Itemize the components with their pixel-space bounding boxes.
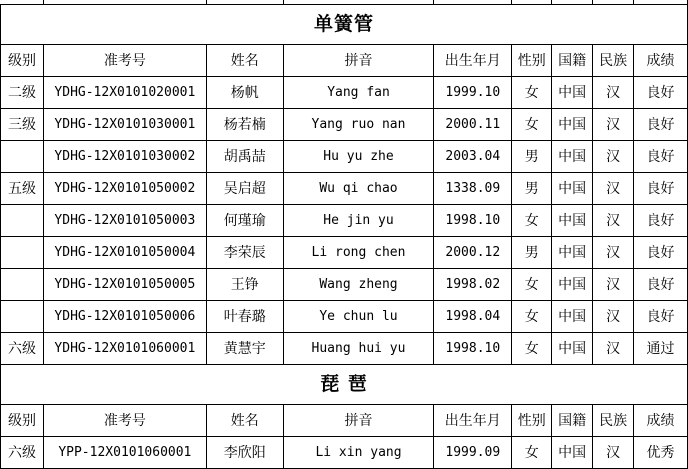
table-row xyxy=(1,333,688,365)
cell-result: 良好 xyxy=(634,301,688,333)
cell-nationality: 中国 xyxy=(552,141,593,173)
cell-level: 六级 xyxy=(1,333,44,365)
cell-pinyin: Huang hui yu xyxy=(283,333,434,365)
header-ethnicity: 民族 xyxy=(593,405,634,437)
cell-nationality: 中国 xyxy=(552,205,593,237)
cell-pinyin: Li xin yang xyxy=(283,437,434,469)
cell-result: 良好 xyxy=(634,173,688,205)
cell-gender: 男 xyxy=(512,173,552,205)
cell-nationality: 中国 xyxy=(552,437,593,469)
header-nationality: 国籍 xyxy=(552,405,593,437)
cell-name: 李荣辰 xyxy=(206,237,283,269)
header-gender: 性别 xyxy=(512,405,552,437)
cell-gender: 女 xyxy=(512,269,552,301)
cell-nationality: 中国 xyxy=(552,301,593,333)
table-row xyxy=(1,77,688,109)
header-nationality: 国籍 xyxy=(552,45,593,77)
cell-ethnicity: 汉 xyxy=(593,333,634,365)
cell-name: 杨若楠 xyxy=(206,109,283,141)
section-title: 琵 琶 xyxy=(1,365,688,405)
cell-pinyin: Yang ruo nan xyxy=(283,109,434,141)
cell-result: 通过 xyxy=(634,333,688,365)
cell-nationality: 中国 xyxy=(552,77,593,109)
cell-name: 王铮 xyxy=(206,269,283,301)
cell-name: 胡禹喆 xyxy=(206,141,283,173)
header-pinyin: 拼音 xyxy=(283,405,434,437)
table-row xyxy=(1,173,688,205)
header-result: 成绩 xyxy=(634,405,688,437)
table-row xyxy=(1,205,688,237)
cell-level: 六级 xyxy=(1,437,44,469)
header-level: 级别 xyxy=(1,405,44,437)
cell-gender: 女 xyxy=(512,333,552,365)
header-row xyxy=(1,405,688,437)
header-exam-id: 准考号 xyxy=(43,45,206,77)
table-row xyxy=(1,237,688,269)
cell-pinyin: Hu yu zhe xyxy=(283,141,434,173)
cell-nationality: 中国 xyxy=(552,333,593,365)
section-title-row xyxy=(1,365,688,405)
cell-name: 黄慧宇 xyxy=(206,333,283,365)
cell-level xyxy=(1,301,44,333)
cell-result: 优秀 xyxy=(634,437,688,469)
cell-pinyin: Li rong chen xyxy=(283,237,434,269)
cell-name: 何瑾瑜 xyxy=(206,205,283,237)
section-title: 单簧管 xyxy=(1,5,688,45)
cell-name: 李欣阳 xyxy=(206,437,283,469)
cell-ethnicity: 汉 xyxy=(593,173,634,205)
cell-pinyin: Wu qi chao xyxy=(283,173,434,205)
cell-ethnicity: 汉 xyxy=(593,437,634,469)
cell-gender: 女 xyxy=(512,109,552,141)
table-row xyxy=(1,141,688,173)
cell-exam-id: YDHG-12X0101050006 xyxy=(43,301,206,333)
cell-level xyxy=(1,237,44,269)
cell-result: 良好 xyxy=(634,77,688,109)
cell-name: 杨帆 xyxy=(206,77,283,109)
cell-birth: 1998.10 xyxy=(434,205,512,237)
header-result: 成绩 xyxy=(634,45,688,77)
cell-result: 良好 xyxy=(634,109,688,141)
cell-gender: 女 xyxy=(512,301,552,333)
header-name: 姓名 xyxy=(206,45,283,77)
cell-exam-id: YDHG-12X0101050002 xyxy=(43,173,206,205)
cell-result: 良好 xyxy=(634,269,688,301)
cell-pinyin: Wang zheng xyxy=(283,269,434,301)
cell-ethnicity: 汉 xyxy=(593,269,634,301)
cell-result: 良好 xyxy=(634,237,688,269)
cell-exam-id: YDHG-12X0101020001 xyxy=(43,77,206,109)
cell-gender: 男 xyxy=(512,237,552,269)
cell-gender: 女 xyxy=(512,437,552,469)
header-exam-id: 准考号 xyxy=(43,405,206,437)
cell-birth: 2000.11 xyxy=(434,109,512,141)
section-title-row xyxy=(1,5,688,45)
cell-nationality: 中国 xyxy=(552,109,593,141)
cell-birth: 1338.09 xyxy=(434,173,512,205)
cell-ethnicity: 汉 xyxy=(593,109,634,141)
cell-ethnicity: 汉 xyxy=(593,301,634,333)
cell-name: 叶春璐 xyxy=(206,301,283,333)
cell-pinyin: Yang fan xyxy=(283,77,434,109)
table-row xyxy=(1,437,688,469)
table-row xyxy=(1,301,688,333)
cell-pinyin: He jin yu xyxy=(283,205,434,237)
cell-gender: 女 xyxy=(512,205,552,237)
cell-result: 良好 xyxy=(634,205,688,237)
cell-exam-id: YDHG-12X0101060001 xyxy=(43,333,206,365)
cell-name: 吴启超 xyxy=(206,173,283,205)
cell-exam-id: YDHG-12X0101030001 xyxy=(43,109,206,141)
cell-birth: 1998.02 xyxy=(434,269,512,301)
cell-ethnicity: 汉 xyxy=(593,77,634,109)
cell-nationality: 中国 xyxy=(552,269,593,301)
cell-birth: 1999.10 xyxy=(434,77,512,109)
cell-level: 五级 xyxy=(1,173,44,205)
cell-birth: 1999.09 xyxy=(434,437,512,469)
table-row xyxy=(1,269,688,301)
header-gender: 性别 xyxy=(512,45,552,77)
cell-nationality: 中国 xyxy=(552,237,593,269)
cell-ethnicity: 汉 xyxy=(593,141,634,173)
cell-gender: 女 xyxy=(512,77,552,109)
cell-birth: 2003.04 xyxy=(434,141,512,173)
cell-ethnicity: 汉 xyxy=(593,205,634,237)
cell-birth: 1998.04 xyxy=(434,301,512,333)
header-birth: 出生年月 xyxy=(434,45,512,77)
cell-level: 三级 xyxy=(1,109,44,141)
cell-nationality: 中国 xyxy=(552,173,593,205)
header-row xyxy=(1,45,688,77)
cell-birth: 2000.12 xyxy=(434,237,512,269)
cell-exam-id: YDHG-12X0101050004 xyxy=(43,237,206,269)
header-pinyin: 拼音 xyxy=(283,45,434,77)
cell-ethnicity: 汉 xyxy=(593,237,634,269)
cell-exam-id: YDHG-12X0101030002 xyxy=(43,141,206,173)
header-level: 级别 xyxy=(1,45,44,77)
header-ethnicity: 民族 xyxy=(593,45,634,77)
cell-gender: 男 xyxy=(512,141,552,173)
cell-level xyxy=(1,141,44,173)
cell-exam-id: YDHG-12X0101050003 xyxy=(43,205,206,237)
cell-level xyxy=(1,269,44,301)
header-birth: 出生年月 xyxy=(434,405,512,437)
cell-exam-id: YDHG-12X0101050005 xyxy=(43,269,206,301)
table-row xyxy=(1,109,688,141)
cell-exam-id: YPP-12X0101060001 xyxy=(43,437,206,469)
cell-level: 二级 xyxy=(1,77,44,109)
cell-pinyin: Ye chun lu xyxy=(283,301,434,333)
cell-result: 良好 xyxy=(634,141,688,173)
cell-birth: 1998.10 xyxy=(434,333,512,365)
header-name: 姓名 xyxy=(206,405,283,437)
cell-level xyxy=(1,205,44,237)
